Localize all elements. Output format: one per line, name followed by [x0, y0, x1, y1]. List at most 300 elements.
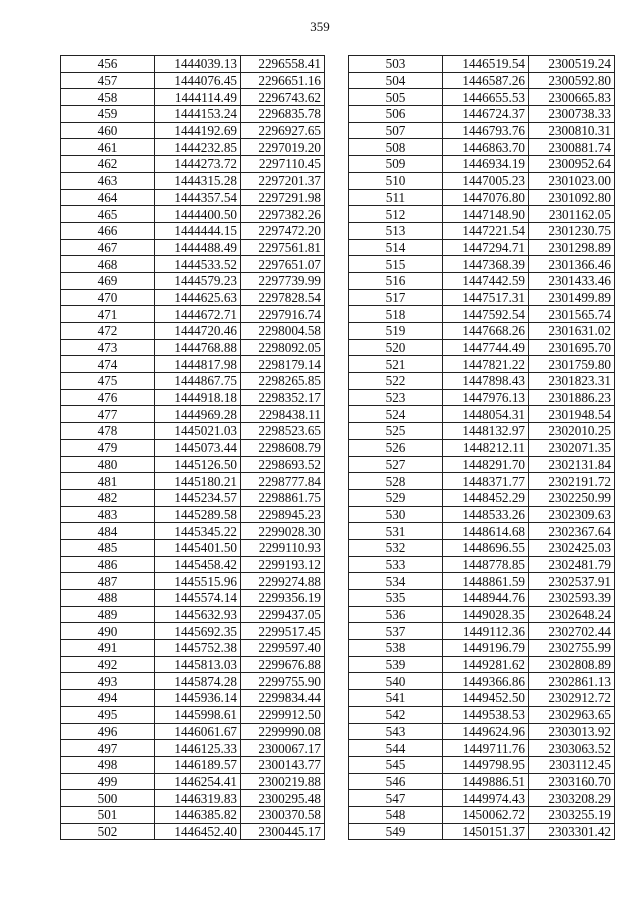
table-row	[61, 339, 325, 356]
x-coordinate-cell: 1448944.76	[443, 590, 529, 607]
y-coordinate-cell: 2302367.64	[529, 523, 615, 540]
y-coordinate-cell: 2301948.54	[529, 406, 615, 423]
y-coordinate-cell: 2302071.35	[529, 439, 615, 456]
y-coordinate-cell: 2302425.03	[529, 539, 615, 556]
table-row	[61, 623, 325, 640]
y-coordinate-cell: 2296743.62	[241, 89, 325, 106]
x-coordinate-cell: 1444625.63	[155, 289, 241, 306]
y-coordinate-cell: 2301886.23	[529, 389, 615, 406]
point-number-cell: 546	[349, 773, 443, 790]
table-row	[349, 456, 615, 473]
point-number-cell: 500	[61, 790, 155, 807]
table-row	[61, 189, 325, 206]
y-coordinate-cell: 2303160.70	[529, 773, 615, 790]
y-coordinate-cell: 2298608.79	[241, 439, 325, 456]
x-coordinate-cell: 1445632.93	[155, 606, 241, 623]
x-coordinate-cell: 1445574.14	[155, 590, 241, 607]
point-number-cell: 515	[349, 256, 443, 273]
point-number-cell: 511	[349, 189, 443, 206]
y-coordinate-cell: 2299990.08	[241, 723, 325, 740]
point-number-cell: 521	[349, 356, 443, 373]
table-row	[61, 373, 325, 390]
table-row	[349, 122, 615, 139]
point-number-cell: 532	[349, 539, 443, 556]
x-coordinate-cell: 1445813.03	[155, 656, 241, 673]
point-number-cell: 463	[61, 172, 155, 189]
y-coordinate-cell: 2303301.42	[529, 823, 615, 840]
y-coordinate-cell: 2296835.78	[241, 106, 325, 123]
x-coordinate-cell: 1447368.39	[443, 256, 529, 273]
point-number-cell: 468	[61, 256, 155, 273]
x-coordinate-cell: 1444768.88	[155, 339, 241, 356]
x-coordinate-cell: 1444232.85	[155, 139, 241, 156]
x-coordinate-cell: 1444817.98	[155, 356, 241, 373]
x-coordinate-cell: 1447821.22	[443, 356, 529, 373]
x-coordinate-cell: 1444192.69	[155, 122, 241, 139]
y-coordinate-cell: 2300738.33	[529, 106, 615, 123]
point-number-cell: 470	[61, 289, 155, 306]
table-row	[349, 673, 615, 690]
point-number-cell: 469	[61, 272, 155, 289]
y-coordinate-cell: 2297561.81	[241, 239, 325, 256]
point-number-cell: 512	[349, 206, 443, 223]
x-coordinate-cell: 1448861.59	[443, 573, 529, 590]
point-number-cell: 522	[349, 373, 443, 390]
point-number-cell: 471	[61, 306, 155, 323]
table-row	[61, 222, 325, 239]
point-number-cell: 458	[61, 89, 155, 106]
x-coordinate-cell: 1447976.13	[443, 389, 529, 406]
point-number-cell: 476	[61, 389, 155, 406]
point-number-cell: 549	[349, 823, 443, 840]
point-number-cell: 534	[349, 573, 443, 590]
point-number-cell: 495	[61, 706, 155, 723]
point-number-cell: 510	[349, 172, 443, 189]
x-coordinate-cell: 1447592.54	[443, 306, 529, 323]
y-coordinate-cell: 2300370.58	[241, 806, 325, 823]
x-coordinate-cell: 1446452.40	[155, 823, 241, 840]
x-coordinate-cell: 1444076.45	[155, 72, 241, 89]
point-number-cell: 472	[61, 323, 155, 340]
x-coordinate-cell: 1446189.57	[155, 756, 241, 773]
x-coordinate-cell: 1449711.76	[443, 740, 529, 757]
point-number-cell: 502	[61, 823, 155, 840]
point-number-cell: 492	[61, 656, 155, 673]
y-coordinate-cell: 2302861.13	[529, 673, 615, 690]
x-coordinate-cell: 1448371.77	[443, 473, 529, 490]
point-number-cell: 535	[349, 590, 443, 607]
table-row	[61, 139, 325, 156]
table-row	[61, 790, 325, 807]
y-coordinate-cell: 2302593.39	[529, 590, 615, 607]
table-row	[349, 239, 615, 256]
point-number-cell: 464	[61, 189, 155, 206]
table-row	[349, 823, 615, 840]
x-coordinate-cell: 1447005.23	[443, 172, 529, 189]
x-coordinate-cell: 1449452.50	[443, 690, 529, 707]
y-coordinate-cell: 2300592.80	[529, 72, 615, 89]
x-coordinate-cell: 1444357.54	[155, 189, 241, 206]
point-number-cell: 460	[61, 122, 155, 139]
y-coordinate-cell: 2301759.80	[529, 356, 615, 373]
table-row	[61, 706, 325, 723]
point-number-cell: 505	[349, 89, 443, 106]
point-number-cell: 517	[349, 289, 443, 306]
table-row	[349, 606, 615, 623]
y-coordinate-cell: 2297472.20	[241, 222, 325, 239]
y-coordinate-cell: 2298777.84	[241, 473, 325, 490]
y-coordinate-cell: 2298004.58	[241, 323, 325, 340]
y-coordinate-cell: 2296558.41	[241, 56, 325, 73]
y-coordinate-cell: 2303255.19	[529, 806, 615, 823]
table-row	[349, 256, 615, 273]
point-number-cell: 531	[349, 523, 443, 540]
point-number-cell: 494	[61, 690, 155, 707]
x-coordinate-cell: 1449798.95	[443, 756, 529, 773]
table-row	[349, 723, 615, 740]
point-number-cell: 481	[61, 473, 155, 490]
table-row	[349, 623, 615, 640]
x-coordinate-cell: 1445345.22	[155, 523, 241, 540]
y-coordinate-cell: 2302481.79	[529, 556, 615, 573]
point-number-cell: 501	[61, 806, 155, 823]
x-coordinate-cell: 1444533.52	[155, 256, 241, 273]
table-row	[349, 523, 615, 540]
x-coordinate-cell: 1449886.51	[443, 773, 529, 790]
y-coordinate-cell: 2302250.99	[529, 489, 615, 506]
x-coordinate-cell: 1449366.86	[443, 673, 529, 690]
x-coordinate-cell: 1446385.82	[155, 806, 241, 823]
y-coordinate-cell: 2302131.84	[529, 456, 615, 473]
point-number-cell: 491	[61, 640, 155, 657]
table-row	[61, 323, 325, 340]
x-coordinate-cell: 1444867.75	[155, 373, 241, 390]
x-coordinate-cell: 1446655.53	[443, 89, 529, 106]
x-coordinate-cell: 1447221.54	[443, 222, 529, 239]
x-coordinate-cell: 1445515.96	[155, 573, 241, 590]
x-coordinate-cell: 1444114.49	[155, 89, 241, 106]
table-row	[349, 573, 615, 590]
point-number-cell: 514	[349, 239, 443, 256]
y-coordinate-cell: 2300219.88	[241, 773, 325, 790]
table-row	[61, 206, 325, 223]
table-row	[349, 323, 615, 340]
table-row	[61, 723, 325, 740]
table-row	[61, 656, 325, 673]
point-number-cell: 487	[61, 573, 155, 590]
y-coordinate-cell: 2297110.45	[241, 156, 325, 173]
point-number-cell: 543	[349, 723, 443, 740]
point-number-cell: 479	[61, 439, 155, 456]
y-coordinate-cell: 2301823.31	[529, 373, 615, 390]
x-coordinate-cell: 1444153.24	[155, 106, 241, 123]
y-coordinate-cell: 2302912.72	[529, 690, 615, 707]
y-coordinate-cell: 2301565.74	[529, 306, 615, 323]
y-coordinate-cell: 2301162.05	[529, 206, 615, 223]
table-row	[61, 690, 325, 707]
x-coordinate-cell: 1447148.90	[443, 206, 529, 223]
point-number-cell: 524	[349, 406, 443, 423]
x-coordinate-cell: 1445998.61	[155, 706, 241, 723]
point-number-cell: 527	[349, 456, 443, 473]
x-coordinate-cell: 1444969.28	[155, 406, 241, 423]
y-coordinate-cell: 2298523.65	[241, 423, 325, 440]
point-number-cell: 477	[61, 406, 155, 423]
point-number-cell: 493	[61, 673, 155, 690]
point-number-cell: 542	[349, 706, 443, 723]
table-row	[61, 439, 325, 456]
coordinate-table-left	[60, 55, 325, 840]
table-row	[349, 189, 615, 206]
y-coordinate-cell: 2298693.52	[241, 456, 325, 473]
x-coordinate-cell: 1449281.62	[443, 656, 529, 673]
table-row	[61, 673, 325, 690]
x-coordinate-cell: 1447898.43	[443, 373, 529, 390]
table-row	[349, 72, 615, 89]
x-coordinate-cell: 1446934.19	[443, 156, 529, 173]
point-number-cell: 465	[61, 206, 155, 223]
point-number-cell: 519	[349, 323, 443, 340]
y-coordinate-cell: 2298265.85	[241, 373, 325, 390]
table-row	[61, 306, 325, 323]
y-coordinate-cell: 2297916.74	[241, 306, 325, 323]
point-number-cell: 541	[349, 690, 443, 707]
x-coordinate-cell: 1448533.26	[443, 506, 529, 523]
y-coordinate-cell: 2299193.12	[241, 556, 325, 573]
y-coordinate-cell: 2302648.24	[529, 606, 615, 623]
table-row	[61, 556, 325, 573]
point-number-cell: 467	[61, 239, 155, 256]
page-number: 359	[310, 19, 330, 34]
table-row	[61, 806, 325, 823]
x-coordinate-cell: 1445692.35	[155, 623, 241, 640]
table-row	[349, 489, 615, 506]
x-coordinate-cell: 1445458.42	[155, 556, 241, 573]
point-number-cell: 547	[349, 790, 443, 807]
y-coordinate-cell: 2298352.17	[241, 389, 325, 406]
x-coordinate-cell: 1447294.71	[443, 239, 529, 256]
y-coordinate-cell: 2303208.29	[529, 790, 615, 807]
x-coordinate-cell: 1445289.58	[155, 506, 241, 523]
point-number-cell: 508	[349, 139, 443, 156]
point-number-cell: 526	[349, 439, 443, 456]
x-coordinate-cell: 1446587.26	[443, 72, 529, 89]
x-coordinate-cell: 1444579.23	[155, 272, 241, 289]
table-row	[61, 56, 325, 73]
x-coordinate-cell: 1448212.11	[443, 439, 529, 456]
y-coordinate-cell: 2300810.31	[529, 122, 615, 139]
y-coordinate-cell: 2302755.99	[529, 640, 615, 657]
x-coordinate-cell: 1444672.71	[155, 306, 241, 323]
table-row	[349, 439, 615, 456]
y-coordinate-cell: 2298092.05	[241, 339, 325, 356]
point-number-cell: 466	[61, 222, 155, 239]
table-row	[61, 506, 325, 523]
y-coordinate-cell: 2299676.88	[241, 656, 325, 673]
table-row	[349, 156, 615, 173]
y-coordinate-cell: 2297828.54	[241, 289, 325, 306]
x-coordinate-cell: 1448696.55	[443, 539, 529, 556]
table-row	[349, 339, 615, 356]
x-coordinate-cell: 1448614.68	[443, 523, 529, 540]
table-row	[61, 473, 325, 490]
point-number-cell: 456	[61, 56, 155, 73]
y-coordinate-cell: 2302309.63	[529, 506, 615, 523]
x-coordinate-cell: 1448778.85	[443, 556, 529, 573]
y-coordinate-cell: 2301631.02	[529, 323, 615, 340]
x-coordinate-cell: 1445180.21	[155, 473, 241, 490]
y-coordinate-cell: 2297291.98	[241, 189, 325, 206]
table-row	[61, 272, 325, 289]
table-row	[349, 473, 615, 490]
table-row	[61, 256, 325, 273]
point-number-cell: 544	[349, 740, 443, 757]
y-coordinate-cell: 2300881.74	[529, 139, 615, 156]
y-coordinate-cell: 2300067.17	[241, 740, 325, 757]
table-row	[61, 456, 325, 473]
point-number-cell: 525	[349, 423, 443, 440]
x-coordinate-cell: 1444400.50	[155, 206, 241, 223]
y-coordinate-cell: 2301366.46	[529, 256, 615, 273]
table-row	[349, 423, 615, 440]
table-row	[349, 289, 615, 306]
y-coordinate-cell: 2299517.45	[241, 623, 325, 640]
point-number-cell: 485	[61, 539, 155, 556]
table-row	[349, 139, 615, 156]
x-coordinate-cell: 1449028.35	[443, 606, 529, 623]
x-coordinate-cell: 1445874.28	[155, 673, 241, 690]
table-row	[61, 356, 325, 373]
table-row	[61, 539, 325, 556]
table-row	[61, 423, 325, 440]
x-coordinate-cell: 1450062.72	[443, 806, 529, 823]
table-row	[61, 773, 325, 790]
x-coordinate-cell: 1449974.43	[443, 790, 529, 807]
x-coordinate-cell: 1448132.97	[443, 423, 529, 440]
point-number-cell: 529	[349, 489, 443, 506]
table-row	[349, 272, 615, 289]
table-row	[61, 406, 325, 423]
table-row	[349, 106, 615, 123]
table-row	[349, 172, 615, 189]
point-number-cell: 516	[349, 272, 443, 289]
point-number-cell: 482	[61, 489, 155, 506]
point-number-cell: 457	[61, 72, 155, 89]
table-row	[349, 706, 615, 723]
x-coordinate-cell: 1449112.36	[443, 623, 529, 640]
x-coordinate-cell: 1447442.59	[443, 272, 529, 289]
x-coordinate-cell: 1445234.57	[155, 489, 241, 506]
table-row	[349, 806, 615, 823]
table-row	[61, 573, 325, 590]
x-coordinate-cell: 1446793.76	[443, 122, 529, 139]
x-coordinate-cell: 1444720.46	[155, 323, 241, 340]
table-row	[349, 306, 615, 323]
x-coordinate-cell: 1444273.72	[155, 156, 241, 173]
table-row	[349, 406, 615, 423]
x-coordinate-cell: 1447668.26	[443, 323, 529, 340]
y-coordinate-cell: 2301298.89	[529, 239, 615, 256]
table-row	[61, 590, 325, 607]
y-coordinate-cell: 2298945.23	[241, 506, 325, 523]
point-number-cell: 507	[349, 122, 443, 139]
x-coordinate-cell: 1446863.70	[443, 139, 529, 156]
x-coordinate-cell: 1449624.96	[443, 723, 529, 740]
table-row	[61, 523, 325, 540]
x-coordinate-cell: 1445752.38	[155, 640, 241, 657]
y-coordinate-cell: 2298179.14	[241, 356, 325, 373]
y-coordinate-cell: 2303112.45	[529, 756, 615, 773]
table-row	[349, 640, 615, 657]
table-row	[61, 72, 325, 89]
y-coordinate-cell: 2301499.89	[529, 289, 615, 306]
x-coordinate-cell: 1448291.70	[443, 456, 529, 473]
y-coordinate-cell: 2301695.70	[529, 339, 615, 356]
table-row	[349, 556, 615, 573]
x-coordinate-cell: 1445126.50	[155, 456, 241, 473]
table-row	[61, 106, 325, 123]
x-coordinate-cell: 1445021.03	[155, 423, 241, 440]
table-row	[349, 373, 615, 390]
x-coordinate-cell: 1445073.44	[155, 439, 241, 456]
table-row	[61, 172, 325, 189]
point-number-cell: 509	[349, 156, 443, 173]
y-coordinate-cell: 2299437.05	[241, 606, 325, 623]
y-coordinate-cell: 2303063.52	[529, 740, 615, 757]
table-row	[349, 356, 615, 373]
table-row	[61, 489, 325, 506]
y-coordinate-cell: 2299912.50	[241, 706, 325, 723]
point-number-cell: 538	[349, 640, 443, 657]
table-row	[61, 156, 325, 173]
table-row	[349, 89, 615, 106]
table-row	[349, 506, 615, 523]
y-coordinate-cell: 2301230.75	[529, 222, 615, 239]
table-row	[61, 756, 325, 773]
point-number-cell: 488	[61, 590, 155, 607]
x-coordinate-cell: 1448054.31	[443, 406, 529, 423]
table-row	[61, 640, 325, 657]
y-coordinate-cell: 2299755.90	[241, 673, 325, 690]
point-number-cell: 540	[349, 673, 443, 690]
point-number-cell: 497	[61, 740, 155, 757]
y-coordinate-cell: 2299274.88	[241, 573, 325, 590]
point-number-cell: 473	[61, 339, 155, 356]
point-number-cell: 480	[61, 456, 155, 473]
x-coordinate-cell: 1449538.53	[443, 706, 529, 723]
table-row	[349, 56, 615, 73]
point-number-cell: 545	[349, 756, 443, 773]
point-number-cell: 496	[61, 723, 155, 740]
table-row	[61, 289, 325, 306]
x-coordinate-cell: 1449196.79	[443, 640, 529, 657]
point-number-cell: 537	[349, 623, 443, 640]
y-coordinate-cell: 2302537.91	[529, 573, 615, 590]
point-number-cell: 504	[349, 72, 443, 89]
y-coordinate-cell: 2300519.24	[529, 56, 615, 73]
x-coordinate-cell: 1446319.83	[155, 790, 241, 807]
point-number-cell: 489	[61, 606, 155, 623]
y-coordinate-cell: 2297382.26	[241, 206, 325, 223]
x-coordinate-cell: 1446254.41	[155, 773, 241, 790]
table-row	[349, 773, 615, 790]
point-number-cell: 483	[61, 506, 155, 523]
table-row	[349, 206, 615, 223]
point-number-cell: 523	[349, 389, 443, 406]
point-number-cell: 528	[349, 473, 443, 490]
table-row	[349, 756, 615, 773]
y-coordinate-cell: 2302808.89	[529, 656, 615, 673]
